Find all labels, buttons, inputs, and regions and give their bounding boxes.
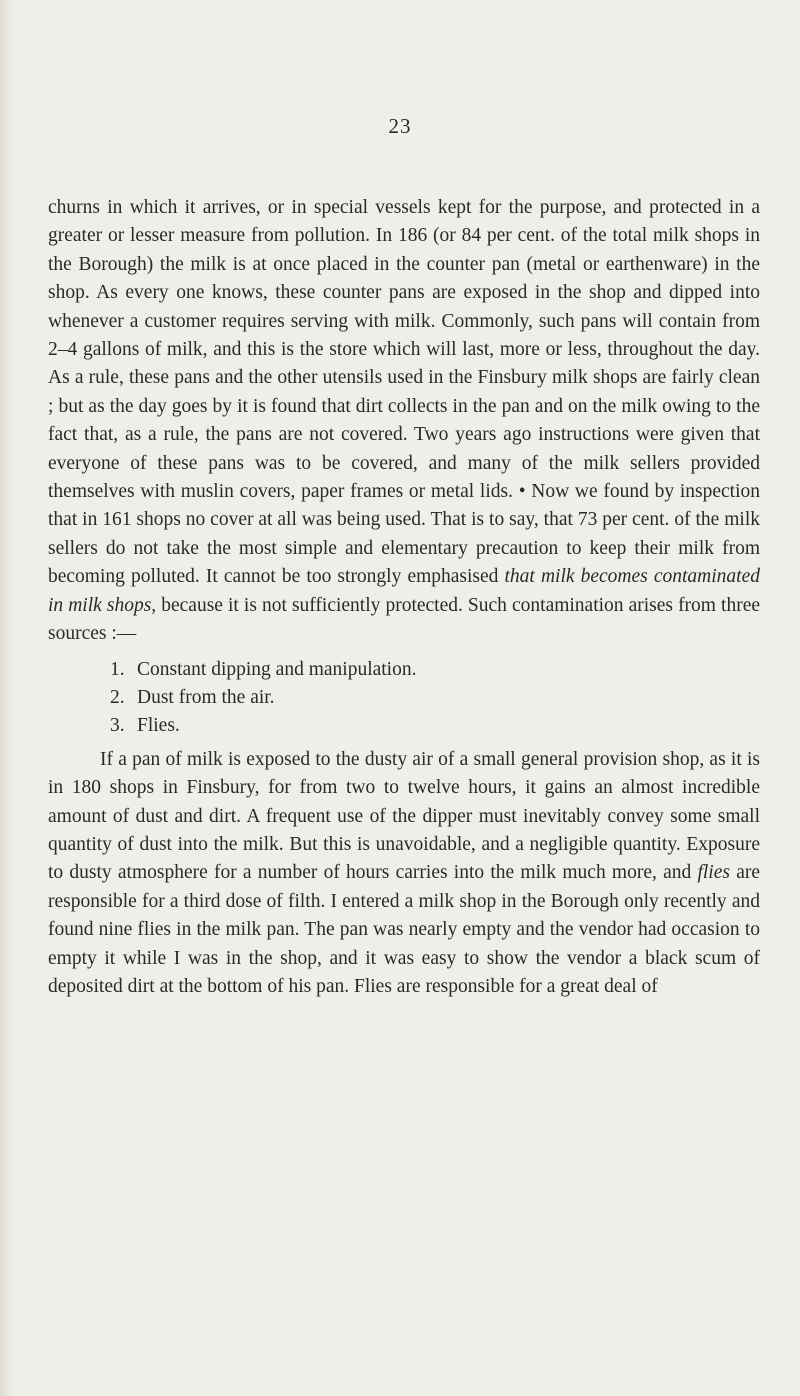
paragraph-text: , because it is not sufficiently protected. Such contamination arises from three sources :— [48, 594, 761, 645]
list-item [48, 712, 760, 740]
paragraph-dust-and-flies [48, 746, 760, 1002]
page-body [48, 194, 760, 1001]
paragraph-milk-pans [48, 194, 760, 649]
list-item-number: 2. [110, 686, 125, 708]
paragraph-text: are responsible for a third dose of filth. I entered a milk shop in the Borough only recently and found nine flies in the milk pan. The pan was nearly empty and the vendor had occasion to empty it while I was in the shop, and it was easy to show the vendor a black scum of deposited dirt at the bottom of his pan. Flies are responsible for a great deal of [48, 862, 760, 997]
paragraph-text: churns in which it arrives, or in special vessels kept for the purpose, and protected in a greater or lesser measure from pollution. In 186 (or 84 per cent. of the total milk shops in the Borough) the milk is at once placed in the counter pan (metal or earthenware) in the shop. As every one knows, these counter pans are exposed in the shop and dipped into whenever a customer requires serving with milk. Commonly, such pans will contain from 2–4 gallons of milk, and this is the store which will last, more or less, throughout the day. As a rule, these pans and the other utensils used in the Finsbury milk shops are fairly clean ; but as the day goes by it is found that dirt collects in the pan and on the milk owing to the fact that, as a rule, the pans are not covered. Two years ago instructions were given that everyone of these pans was to be covered, and many of the milk sellers provided themselves with muslin covers, paper frames or metal lids. • Now we found by inspection that in 161 shops no cover at all was being used. That is to say, that 73 per cent. of the milk sellers do not take the most simple and elementary precaution to keep their milk from becoming polluted. It cannot be too strongly emphasised [48, 197, 760, 588]
contamination-sources-list [48, 656, 760, 741]
list-item-number: 1. [110, 658, 125, 680]
list-item [48, 684, 760, 712]
list-item-text: Flies. [137, 715, 180, 737]
list-item-text: Constant dipping and manipulation. [137, 658, 417, 680]
list-item [48, 656, 760, 684]
list-item-text: Dust from the air. [137, 686, 275, 708]
list-item-number: 3. [110, 715, 125, 737]
page-number: 23 [388, 114, 412, 138]
paragraph-text: If a pan of milk is exposed to the dusty air of a small general provision shop, as it is in 180 shops in Finsbury, for from two to twelve hours, it gains an almost incredible amount of dust and dirt. A frequent use of the dipper must inevitably convey some small quantity of dust into the milk. But this is unavoidable, and a negligible quantity. Exposure to dusty atmosphere for a number of hours carries into the milk much more, and [48, 748, 760, 884]
emphasis-text: flies [697, 862, 730, 884]
page-edge-shadow [0, 0, 14, 1396]
emphasis-text: that milk becomes contaminated in milk shops [48, 566, 760, 616]
